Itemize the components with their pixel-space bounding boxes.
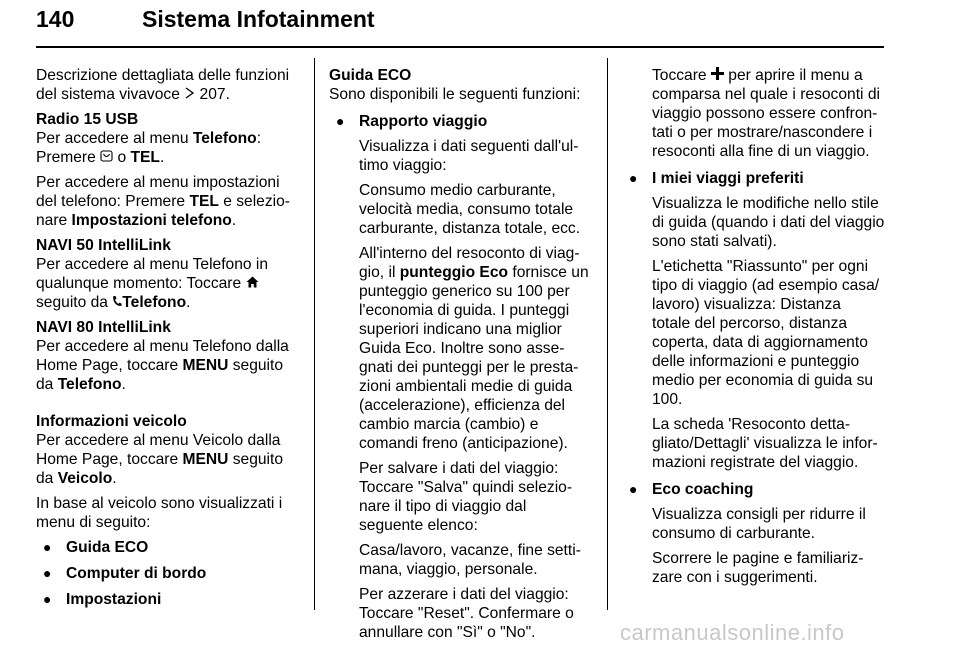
chevron-right-outline-icon	[184, 85, 195, 104]
column-2	[329, 66, 593, 642]
fav-q2-line-3: lavoro) visualizza: Distanza	[652, 296, 841, 313]
fav-q2-line-4: totale del percorso, distanza	[652, 315, 848, 332]
text: seguito	[228, 451, 284, 468]
navi50-line-1: Per accedere al menu Telefono in	[36, 256, 269, 273]
text: o	[113, 149, 131, 166]
fav-q1-line-1: Visualizza le modifiche nello stile	[652, 195, 879, 212]
page-header	[36, 2, 884, 46]
report-p2-line-2: velocità media, consumo totale	[359, 201, 574, 218]
text: da	[36, 470, 58, 487]
text: del sistema vivavoce	[36, 86, 185, 103]
report-p3-line-3: punteggio generico su 100 per	[359, 283, 570, 300]
text: gio, il	[359, 264, 400, 281]
page-number: 140	[36, 6, 75, 32]
text-bold: Telefono	[122, 294, 187, 311]
column-divider-2	[607, 58, 608, 610]
compare-line-4: tati o per mostrare/nascondere i	[652, 124, 873, 141]
fav-q1-line-2: di guida (quando i dati del viaggio	[652, 214, 885, 231]
report-p4-line-2: Toccare "Salva" quindi selezio-	[359, 479, 573, 496]
report-p4-line-3: nare il tipo di viaggio dal	[359, 498, 527, 515]
text: Toccare	[652, 67, 711, 84]
menu-item-guida-eco: ● Guida ECO	[36, 538, 308, 557]
text: Home Page, toccare	[36, 451, 183, 468]
column-divider-1	[314, 58, 315, 610]
text: del telefono: Premere	[36, 193, 190, 210]
info-line-1: Per accedere al menu Veicolo dalla	[36, 432, 281, 449]
navi50-line-2	[36, 274, 308, 293]
report-p3-line-1: All'interno del resoconto di viag-	[359, 245, 580, 262]
coach-e1-line-2: consumo di carburante.	[652, 525, 815, 542]
text: per aprire il menu a	[723, 67, 863, 84]
text: fornisce un	[508, 264, 589, 281]
text: e selezio-	[218, 193, 290, 210]
header-rule	[36, 46, 884, 48]
navi80-line-2	[36, 356, 308, 375]
navi80-line-3	[36, 375, 308, 394]
fav-q2-line-6: delle informazioni e punteggio	[652, 353, 860, 370]
report-p1-line-2: timo viaggio:	[359, 157, 447, 174]
page-reference: 207.	[199, 86, 230, 103]
info-line-3	[36, 469, 308, 488]
coach-e2-line-2: zare con i suggerimenti.	[652, 569, 818, 586]
report-p2-line-1: Consumo medio carburante,	[359, 182, 556, 199]
text-bold: punteggio Eco	[399, 264, 509, 281]
navi80-line-1: Per accedere al menu Telefono dalla	[36, 338, 289, 355]
report-p5-line-2: mana, viaggio, personale.	[359, 561, 538, 578]
fav-q3-line-2: gliato/Dettagli' visualizza le infor-	[652, 435, 878, 452]
feature-rapporto-viaggio: ● Rapporto viaggio	[329, 112, 593, 131]
report-p1-line-1: Visualizza i dati seguenti dall'ul-	[359, 138, 579, 155]
report-p3-line-9: (accelerazione), efficienza del	[359, 397, 566, 414]
fav-q3-line-3: mazioni registrate del viaggio.	[652, 454, 859, 471]
text-bold: Telefono	[57, 376, 122, 393]
fav-q2-line-5: coperta, data di aggiornamento	[652, 334, 868, 351]
plus-icon	[711, 66, 724, 85]
fav-q2-line-7: medio per economia di guida su	[652, 372, 874, 389]
settings-line-1: Per accedere al menu impostazioni	[36, 174, 280, 191]
report-p3-line-8: zioni ambientali medie di guida	[359, 378, 573, 395]
report-p3-line-5: superiori indicano una miglior	[359, 321, 562, 338]
text-bold: Telefono	[192, 130, 257, 147]
text-bold: Veicolo	[57, 470, 113, 487]
text: .	[231, 212, 237, 229]
report-p4-line-4: seguente elenco:	[359, 517, 478, 534]
column-1	[36, 66, 308, 609]
fav-q2-line-8: 100.	[652, 391, 683, 408]
intro-line-1: Descrizione dettagliata delle funzioni	[36, 67, 290, 84]
settings-line-3	[36, 211, 308, 230]
text-bold: TEL	[189, 193, 219, 210]
report-p4-line-1: Per salvare i dati del viaggio:	[359, 460, 559, 477]
compare-line-5: resoconti alla fine di un viaggio.	[652, 143, 870, 160]
coach-e1-line-1: Visualizza consigli per ridurre il	[652, 506, 866, 523]
fav-q2-line-2: tipo di viaggio (ad esempio casa/	[652, 277, 880, 294]
home-icon	[246, 274, 259, 293]
menu-intro-line-2: menu di seguito:	[36, 514, 151, 531]
text: nare	[36, 212, 72, 229]
report-p6-line-3: annullare con "Sì" o "No".	[359, 624, 536, 641]
text-bold: MENU	[182, 451, 229, 468]
text: da	[36, 376, 58, 393]
menu-intro-line-1: In base al veicolo sono visualizzati i	[36, 495, 283, 512]
text-bold: MENU	[182, 357, 229, 374]
radio-line-2	[36, 148, 308, 167]
feature-viaggi-preferiti: ● I miei viaggi preferiti	[622, 169, 888, 188]
text: .	[186, 294, 191, 311]
feature-eco-coaching: ● Eco coaching	[622, 480, 888, 499]
text: seguito da	[36, 294, 113, 311]
text: .	[159, 149, 165, 166]
watermark: carmanualsonline.info	[620, 620, 845, 645]
text: qualunque momento: Toccare	[36, 275, 246, 292]
menu-item-computer-di-bordo: ● Computer di bordo	[36, 564, 308, 583]
column-3	[622, 66, 888, 587]
report-p5-line-1: Casa/lavoro, vacanze, fine setti-	[359, 542, 581, 559]
navi50-line-3	[36, 293, 308, 312]
text: .	[112, 470, 117, 487]
report-p3-line-10: cambio marcia (cambio) e	[359, 416, 539, 433]
report-p3-line-4: l'economia di guida. I punteggi	[359, 302, 570, 319]
menu-item-impostazioni: ● Impostazioni	[36, 590, 308, 609]
intro-line-2	[36, 85, 308, 104]
radio-heading: Radio 15 USB	[36, 111, 139, 128]
text: .	[121, 376, 126, 393]
eco-intro: Sono disponibili le seguenti funzioni:	[329, 86, 581, 103]
settings-line-2	[36, 192, 308, 211]
text: :	[256, 130, 262, 147]
page-title: Sistema Infotainment	[142, 6, 375, 32]
navi80-heading: NAVI 80 IntelliLink	[36, 319, 171, 336]
report-p3-line-2	[329, 263, 593, 282]
text-bold: TEL	[130, 149, 160, 166]
text: seguito	[228, 357, 284, 374]
report-p6-line-2: Toccare "Reset". Confermare o	[359, 605, 574, 622]
report-p3-line-6: Guida Eco. Inoltre sono asse-	[359, 340, 565, 357]
report-p2-line-3: carburante, distanza totale, ecc.	[359, 220, 581, 237]
navi50-heading: NAVI 50 IntelliLink	[36, 237, 171, 254]
phone-handset-icon	[112, 293, 122, 312]
text-bold: Impostazioni telefono	[71, 212, 232, 229]
text: Premere	[36, 149, 101, 166]
info-line-2	[36, 450, 308, 469]
compare-line-1	[622, 66, 888, 85]
report-p3-line-7: gnati dei punteggi per le presta-	[359, 359, 579, 376]
text: Per accedere al menu	[36, 130, 193, 147]
info-heading: Informazioni veicolo	[36, 413, 187, 430]
phone-key-icon	[100, 148, 113, 167]
fav-q2-line-1: L'etichetta "Riassunto" per ogni	[652, 258, 869, 275]
eco-heading: Guida ECO	[329, 67, 412, 84]
report-p3-line-11: comandi freno (anticipazione).	[359, 435, 568, 452]
text: Home Page, toccare	[36, 357, 183, 374]
report-p6-line-1: Per azzerare i dati del viaggio:	[359, 586, 569, 603]
coach-e2-line-1: Scorrere le pagine e familiariz-	[652, 550, 864, 567]
compare-line-2: comparsa nel quale i resoconti di	[652, 86, 880, 103]
compare-line-3: viaggio possono essere confron-	[652, 105, 878, 122]
radio-line-1	[36, 129, 308, 148]
fav-q3-line-1: La scheda 'Resoconto detta-	[652, 416, 851, 433]
fav-q1-line-3: sono stati salvati).	[652, 233, 777, 250]
